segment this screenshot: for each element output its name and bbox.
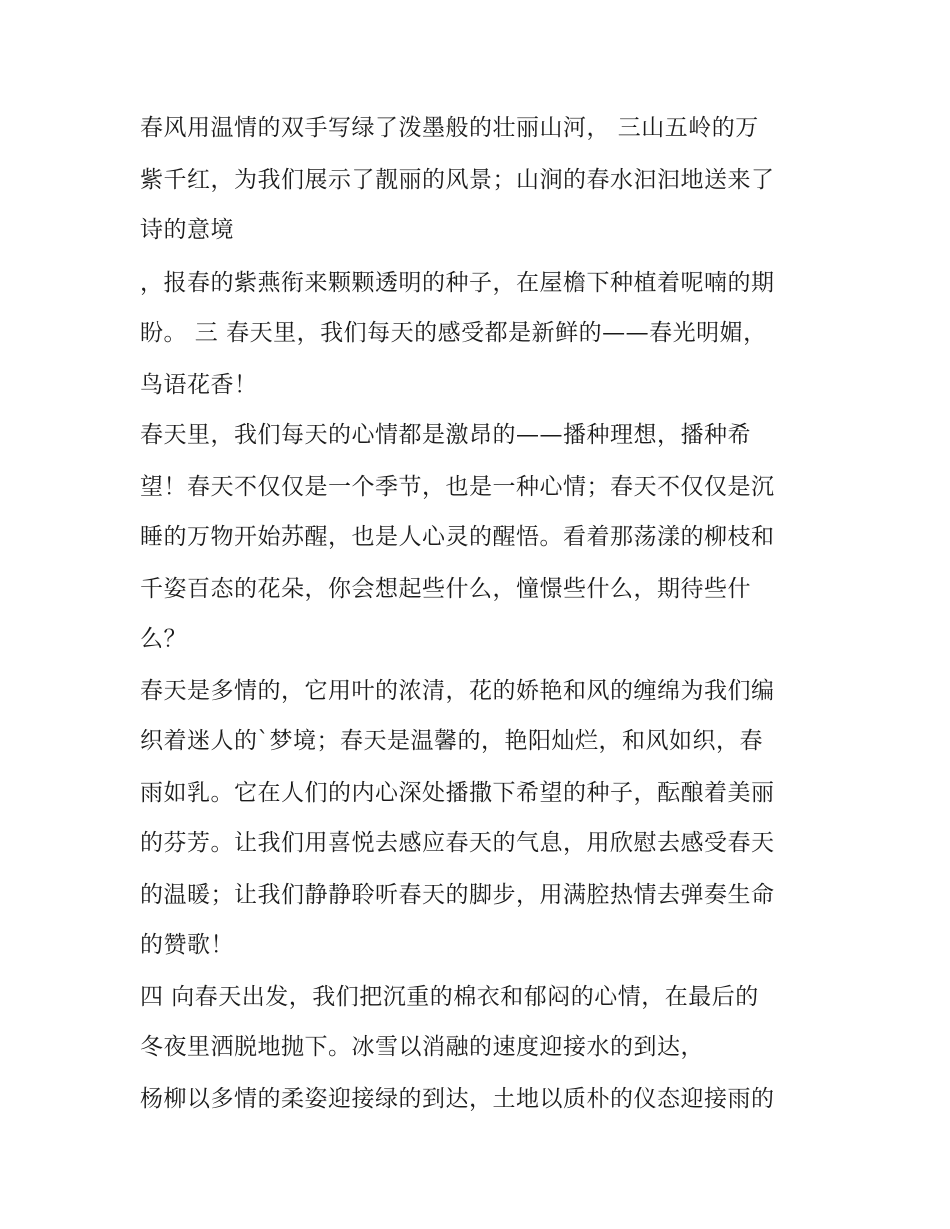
text-line: 睡的万物开始苏醒，也是人心灵的醒悟。看着那荡漾的柳枝和: [140, 524, 775, 550]
text-line: 春天里，我们每天的心情都是激昂的——播种理想，播种希: [140, 422, 751, 448]
text-line: 春风用温情的双手写绿了泼墨般的壮丽山河， 三山五岭的万: [140, 115, 759, 141]
text-line: 冬夜里洒脱地抛下。冰雪以消融的速度迎接水的到达，: [140, 1034, 704, 1060]
text-line: 么？: [140, 626, 187, 652]
text-line: 鸟语花香！: [140, 372, 258, 398]
text-line: 望！春天不仅仅是一个季节，也是一种心情；春天不仅仅是沉: [140, 474, 775, 500]
text-line: 的温暖；让我们静静聆听春天的脚步，用满腔热情去弹奏生命: [140, 882, 775, 908]
text-line: 雨如乳。它在人们的内心深处播撒下希望的种子，酝酿着美丽: [140, 780, 775, 806]
text-line: 盼。 三 春天里，我们每天的感受都是新鲜的——春光明媚，: [140, 320, 767, 346]
text-line: 杨柳以多情的柔姿迎接绿的到达，土地以质朴的仪态迎接雨的: [140, 1086, 775, 1112]
text-line: 的芬芳。让我们用喜悦去感应春天的气息，用欣慰去感受春天: [140, 830, 775, 856]
text-line: 紫千红，为我们展示了靓丽的风景；山涧的春水汩汩地送来了: [140, 167, 775, 193]
text-line: 春天是多情的，它用叶的浓清，花的娇艳和风的缠绵为我们编: [140, 678, 775, 704]
text-line: 千姿百态的花朵，你会想起些什么，憧憬些什么，期待些什: [140, 576, 751, 602]
text-line: 诗的意境: [140, 217, 234, 243]
text-line: ，报春的紫燕衔来颗颗透明的种子，在屋檐下种植着呢喃的期: [140, 270, 775, 296]
text-line: 四 向春天出发，我们把沉重的棉衣和郁闷的心情，在最后的: [140, 984, 759, 1010]
text-line: 织着迷人的`梦境；春天是温馨的，艳阳灿烂，和风如织，春: [140, 728, 763, 754]
text-line: 的赞歌！: [140, 932, 234, 958]
